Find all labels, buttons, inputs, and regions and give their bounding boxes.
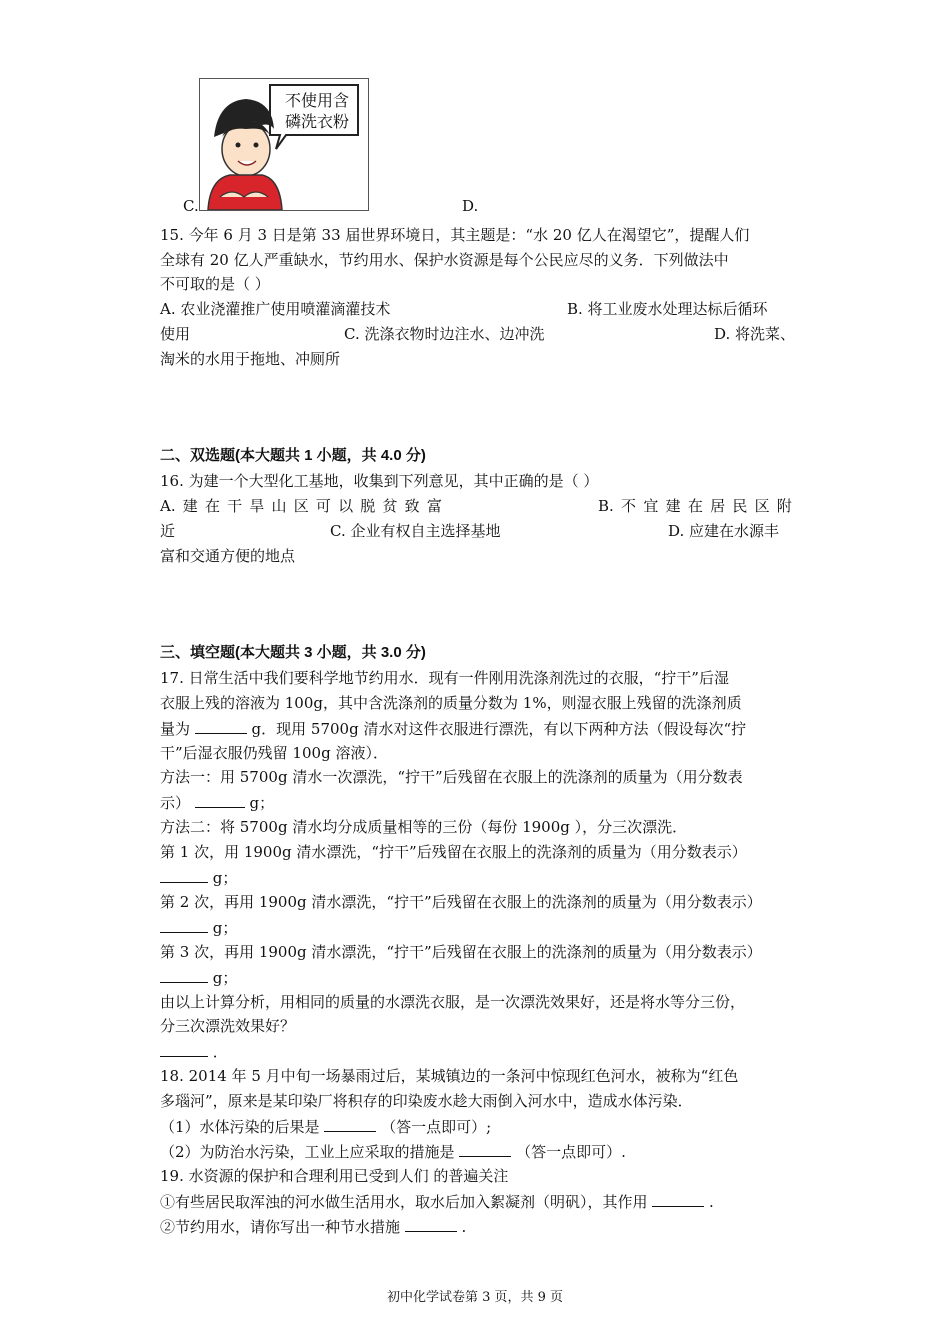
q17-line-13: g；: [160, 967, 792, 988]
answer-blank[interactable]: [405, 1216, 457, 1232]
q15-option-a: A. 农业浇灌推广使用喷灌滴灌技术: [160, 300, 391, 318]
q16-option-c: C. 企业有权自主选择基地: [330, 522, 501, 540]
answer-blank[interactable]: [160, 917, 208, 933]
q18-line-1: 18. 2014 年 5 月中旬一场暴雨过后，某城镇边的一条河中惊现红色河水，被称为“红色: [160, 1067, 739, 1085]
section-2-title: 二、双选题(本大题共 1 小题，共 4.0 分): [160, 447, 426, 464]
answer-blank[interactable]: [652, 1191, 704, 1207]
q17-line-15: 分三次漂洗效果好？: [160, 1017, 296, 1035]
q17-line-2: 衣服上残的溶液为 100g，其中含洗涤剂的质量分数为 1%，则湿衣服上残留的洗涤剂质: [160, 694, 742, 712]
q19-line-2: ①有些居民取浑浊的河水做生活用水，取水后加入絮凝剂（明矾），其作用 .: [160, 1193, 714, 1211]
q15-line-3: 不可取的是（ ）: [160, 275, 270, 293]
q17-line-12: 第 3 次，再用 1900g 清水漂洗，“拧干”后残留在衣服上的洗涤剂的质量为（用分数表示）: [160, 943, 762, 961]
answer-blank[interactable]: [160, 1041, 208, 1057]
q16-option-b-cont: 近: [160, 522, 176, 540]
q16-option-a: A. 建 在 干 旱 山 区 可 以 脱 贫 致 富: [160, 497, 442, 515]
answer-blank[interactable]: [195, 718, 247, 734]
q15-option-d: D. 将洗菜、: [714, 325, 796, 343]
q18-line-4: （2）为防治水污染，工业上应采取的措施是 （答一点即可）.: [160, 1143, 626, 1161]
answer-blank[interactable]: [195, 792, 245, 808]
q17-line-4: 干”后湿衣服仍残留 100g 溶液）．: [160, 744, 388, 762]
q16-line-1: 16. 为建一个大型化工基地，收集到下列意见，其中正确的是（ ）: [160, 472, 599, 490]
q18-line-2: 多瑙河”，原来是某印染厂将积存的印染废水趁大雨倒入河水中，造成水体污染．: [160, 1092, 693, 1110]
q16-option-d-cont: 富和交通方便的地点: [160, 547, 296, 565]
q17-line-14: 由以上计算分析，用相同的质量的水漂洗衣服，是一次漂洗效果好，还是将水等分三份，: [160, 993, 746, 1011]
q17-line-8: 第 1 次，用 1900g 清水漂洗，“拧干”后残留在衣服上的洗涤剂的质量为（用分数表示）: [160, 843, 747, 861]
page-footer: 初中化学试卷第 3 页，共 9 页: [386, 1290, 564, 1305]
q16-option-b: B. 不 宜 建 在 居 民 区 附: [598, 497, 792, 515]
section-3-title: 三、填空题(本大题共 3 小题，共 3.0 分): [160, 644, 426, 661]
q17-line-5: 方法一：用 5700g 清水一次漂洗，“拧干”后残留在衣服上的洗涤剂的质量为（用分数表: [160, 768, 743, 786]
answer-blank[interactable]: [459, 1141, 511, 1157]
q17-line-6: 示） g；: [160, 794, 275, 812]
q15-line-2: 全球有 20 亿人严重缺水，节约用水、保护水资源是每个公民应尽的义务．下列做法中: [160, 251, 729, 269]
bubble-line-1: 不使用含: [284, 91, 349, 110]
q15-option-b: B. 将工业废水处理达标后循环: [567, 300, 768, 318]
q17-line-9: g；: [160, 867, 792, 888]
q15-line-1: 15. 今年 6 月 3 日是第 33 届世界环境日，其主题是：“水 20 亿人在渴望它”，提醒人们: [160, 226, 750, 244]
q15-option-b-cont: 使用: [160, 325, 191, 343]
answer-blank[interactable]: [160, 867, 208, 883]
figure-no-phosphate-detergent: [199, 78, 369, 211]
q17-line-11: g；: [160, 917, 792, 938]
q17-line-16: ．: [160, 1041, 792, 1062]
q17-line-3: 量为 g．现用 5700g 清水对这件衣服进行漂洗，有以下两种方法（假设每次“拧: [160, 720, 747, 738]
q19-line-1: 19. 水资源的保护和合理利用已受到人们 的普遍关注: [160, 1167, 509, 1185]
q17-line-7: 方法二：将 5700g 清水均分成质量相等的三份（每份 1900g ），分三次漂洗．: [160, 818, 688, 836]
q15-option-d-cont: 淘米的水用于拖地、冲厕所: [160, 350, 341, 368]
answer-blank[interactable]: [324, 1116, 376, 1132]
q16-option-d: D. 应建在水源丰: [668, 522, 780, 540]
option-c-label: C.: [183, 197, 199, 215]
bubble-line-2: 磷洗衣粉: [284, 112, 349, 131]
option-d-label: D.: [462, 197, 479, 215]
q19-line-3: ②节约用水，请你写出一种节水措施 .: [160, 1218, 467, 1236]
q15-option-c: C. 洗涤衣物时边注水、边冲洗: [344, 325, 545, 343]
q17-line-10: 第 2 次，再用 1900g 清水漂洗，“拧干”后残留在衣服上的洗涤剂的质量为（用分数表示）: [160, 893, 762, 911]
q17-line-1: 17. 日常生活中我们要科学地节约用水．现有一件刚用洗涤剂洗过的衣服，“拧干”后湿: [160, 669, 729, 687]
answer-blank[interactable]: [160, 967, 208, 983]
q18-line-3: （1）水体污染的后果是 （答一点即可）;: [160, 1118, 492, 1136]
